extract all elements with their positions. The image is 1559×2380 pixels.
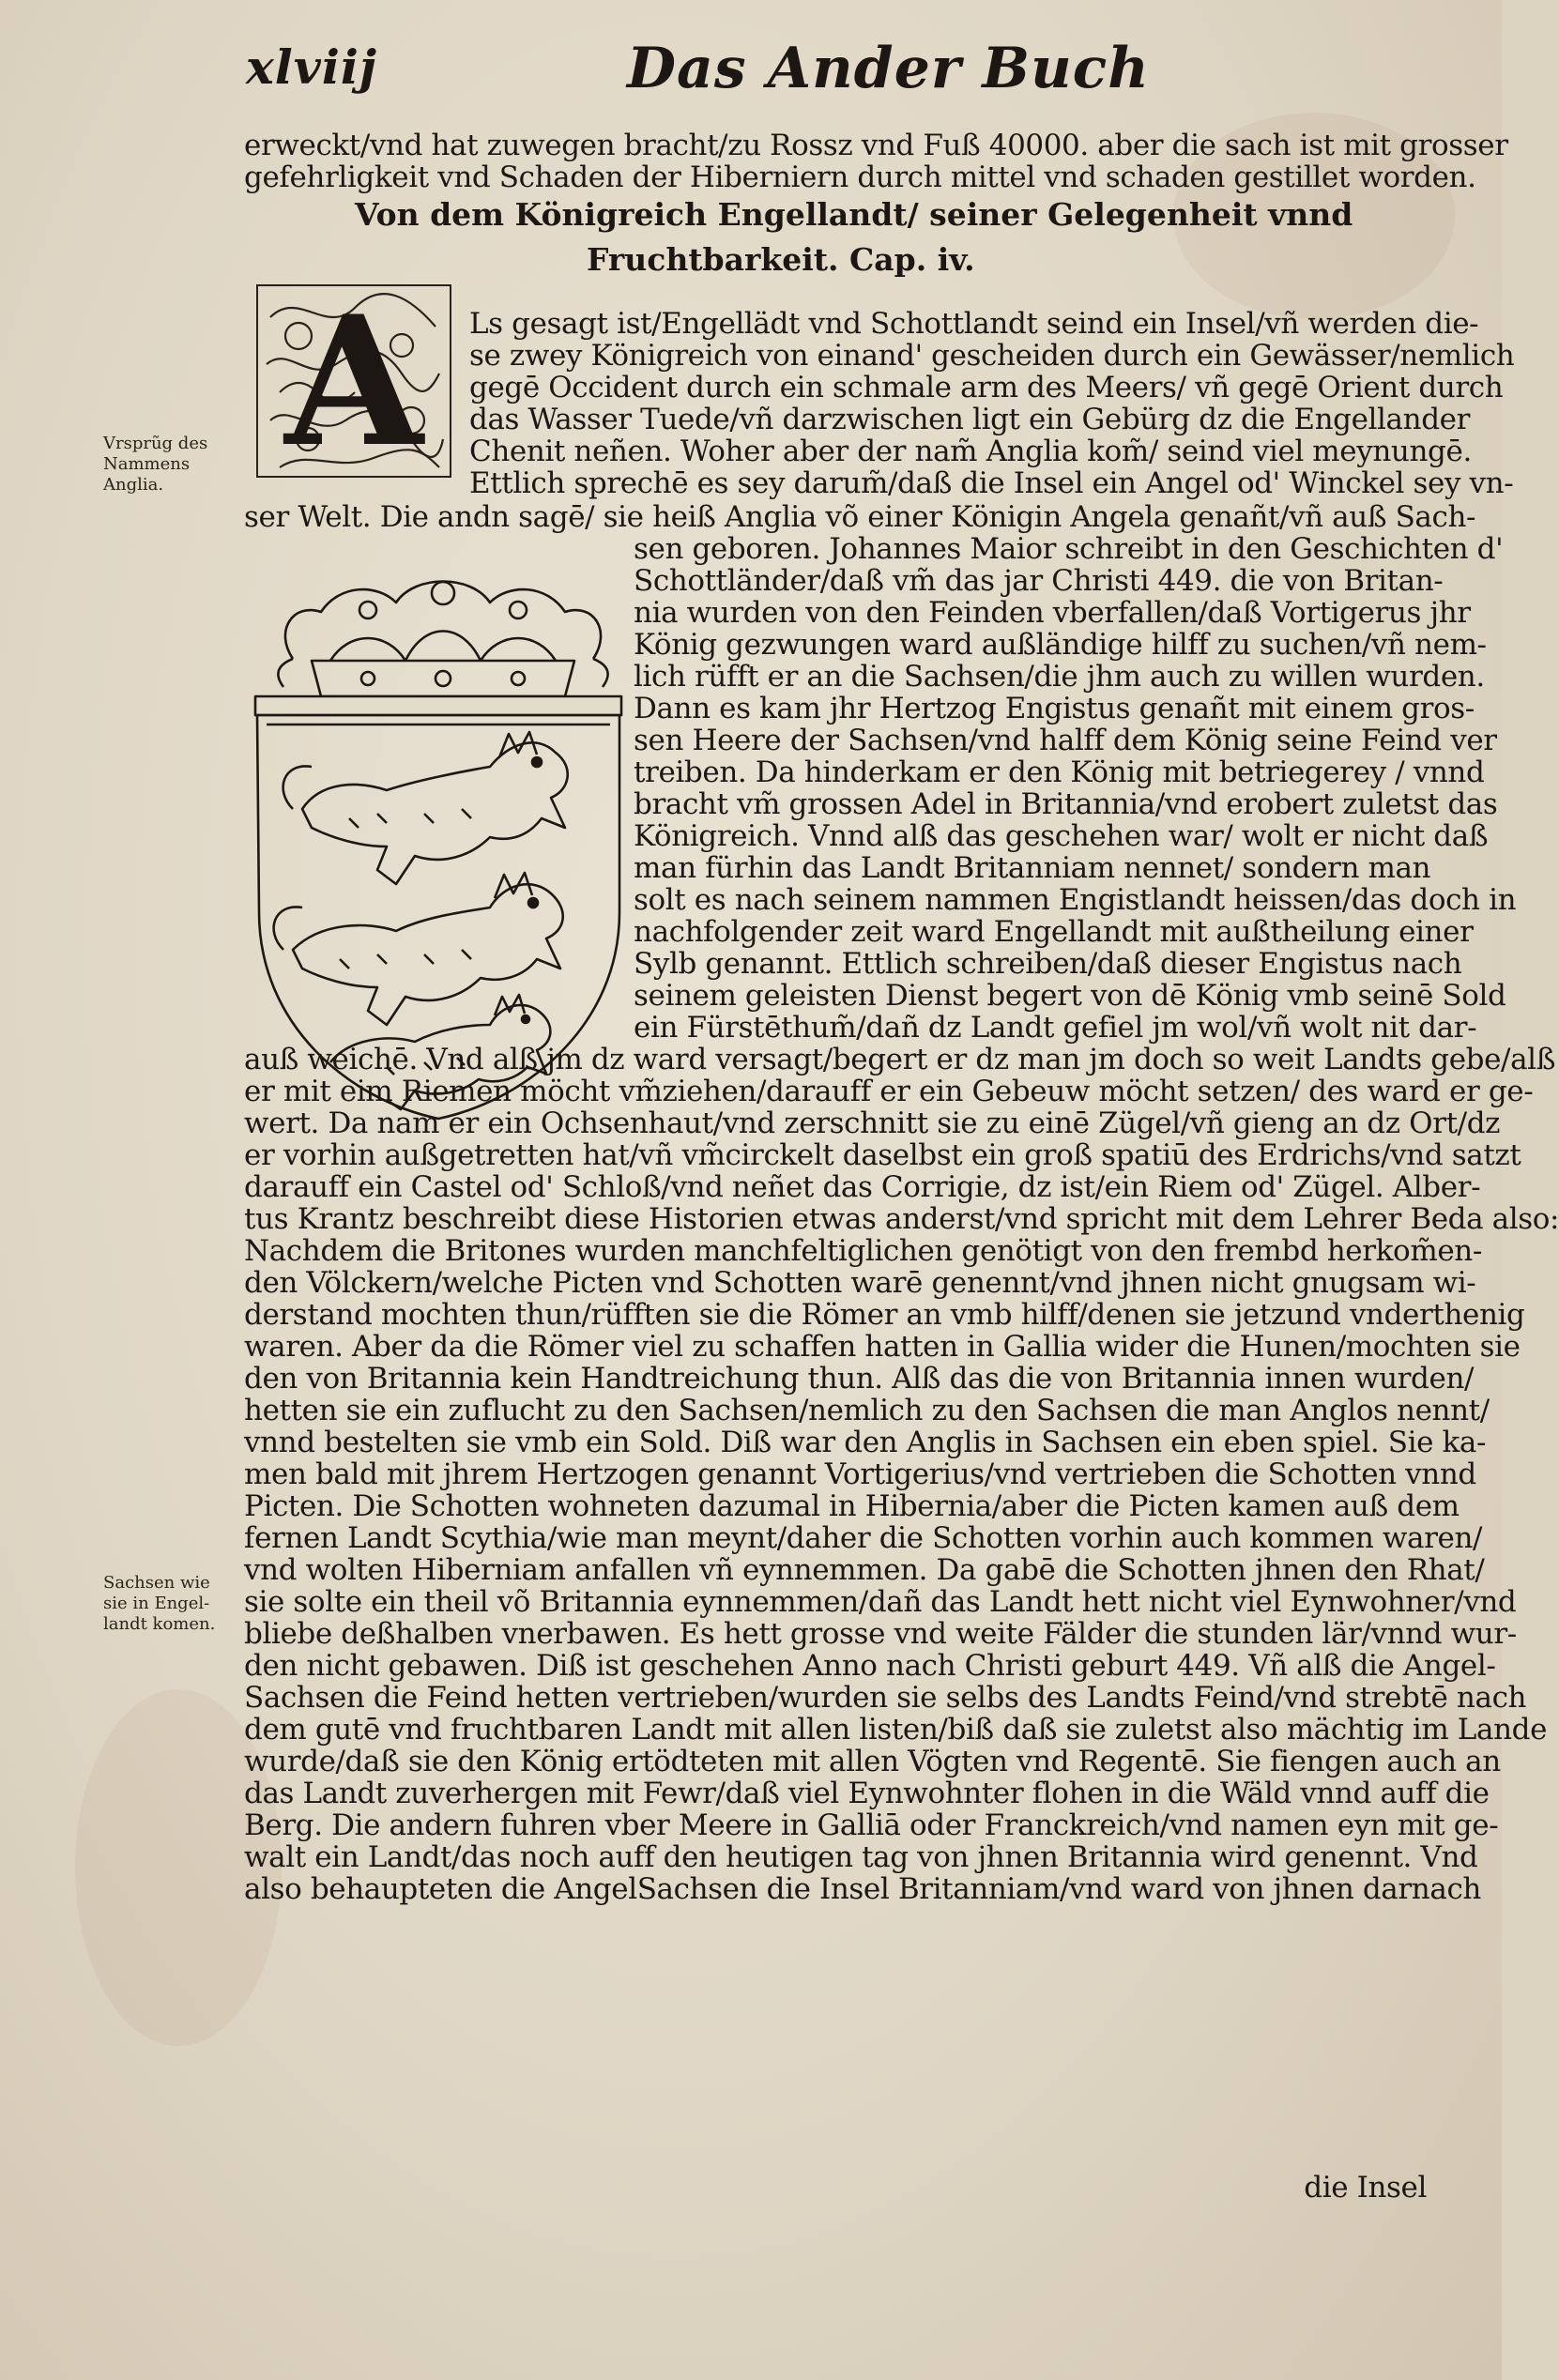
text-line: wurde/daß sie den König ertödteten mit allen Vögten vnd Regentē. Sie fiengen auch an (244, 1745, 1501, 1778)
text-line: Schottländer/daß vm̃ das jar Christi 449. die von Britan- (634, 564, 1444, 598)
folio-number: xlviij (246, 39, 377, 95)
text-line: Ettlich sprechē es sey darum̃/daß die Insel ein Angel od' Winckel sey vn- (469, 466, 1514, 500)
text-line: man fürhin das Landt Britanniam nennet/ sondern man (634, 851, 1431, 885)
margin-note-line: Nammens (103, 454, 191, 474)
running-head: Das Ander Buch (627, 36, 1150, 101)
text-line: er mit eim Riemen möcht vm̃ziehen/darauff er ein Gebeuw möcht setzen/ des ward er ge- (244, 1075, 1534, 1108)
text-line: das Wasser Tuede/vñ darzwischen ligt ein Gebürg dz die Engellander (469, 403, 1471, 436)
margin-note-name-origin (103, 434, 207, 496)
text-line: se zwey Königreich von einand' gescheiden durch ein Gewässer/nemlich (469, 339, 1515, 373)
decorated-initial-letter (252, 277, 456, 486)
margin-note-line: landt komen. (103, 1614, 216, 1634)
text-line: Nachdem die Britones wurden manchfeltiglichen genötigt von den frembd herkom̃en- (244, 1234, 1482, 1268)
text-line: men bald mit jhrem Hertzogen genannt Vortigerius/vnd vertrieben die Schotten vnnd (244, 1457, 1476, 1491)
text-line: also behaupteten die AngelSachsen die Insel Britanniam/vnd ward von jhnen darnach (244, 1872, 1481, 1906)
text-line: solt es nach seinem nammen Engistlandt heissen/das doch in (634, 883, 1517, 917)
text-line: nia wurden von den Feinden vberfallen/daß Vortigerus jhr (634, 596, 1471, 630)
text-line: waren. Aber da die Römer viel zu schaffen hatten in Gallia wider die Hunen/mochten sie (244, 1330, 1521, 1364)
text-line: König gezwungen ward außländige hilff zu suchen/vñ nem- (634, 628, 1487, 662)
initial-glyph: A (284, 277, 423, 486)
text-line: seinem geleisten Dienst begert von dē König vmb seinē Sold (634, 979, 1506, 1013)
text-line: nachfolgender zeit ward Engellandt mit außtheilung einer (634, 915, 1474, 949)
margin-note-line: Sachsen wie (103, 1573, 210, 1593)
margin-note-saxons (103, 1573, 215, 1635)
text-line: ser Welt. Die andn sagē/ sie heiß Anglia võ einer Königin Angela genañt/vñ auß Sach- (244, 500, 1476, 534)
text-line: Sachsen die Feind hetten vertrieben/wurden sie selbs des Landts Feind/vnd strebtē nach (244, 1681, 1527, 1715)
text-line: sen geboren. Johannes Maior schreibt in den Geschichten d' (634, 532, 1504, 566)
chapter-heading: Von dem Königreich Engellandt/ seiner Gelegenheit vnnd (355, 196, 1353, 233)
text-line: sen Heere der Sachsen/vnd halff dem König seine Feind ver (634, 724, 1497, 757)
text-line: bracht vm̃ grossen Adel in Britannia/vnd erobert zuletst das (634, 787, 1498, 821)
margin-note-line: sie in Engel- (103, 1594, 210, 1613)
text-line: Dann es kam jhr Hertzog Engistus genañt mit einem gros- (634, 692, 1475, 725)
text-line: erweckt/vnd hat zuwegen bracht/zu Rossz vnd Fuß 40000. aber die sach ist mit grosser (244, 129, 1508, 162)
text-line: Chenit neñen. Woher aber der nam̃ Anglia kom̃/ seind viel meynungē. (469, 435, 1472, 468)
text-line: vnnd bestelten sie vmb ein Sold. Diß war den Anglis in Sachsen ein eben spiel. Sie ka- (244, 1426, 1487, 1459)
text-line: auß weichē. Vnd alß jm dz ward versagt/begert er dz man jm doch so weit Landts gebe/alß (244, 1043, 1555, 1076)
text-line: bliebe deßhalben vnerbawen. Es hett grosse vnd weite Fälder die stunden lär/vnnd wur- (244, 1617, 1517, 1651)
text-line: Ls gesagt ist/Engellädt vnd Schottlandt seind ein Insel/vñ werden die- (469, 307, 1479, 341)
text-line: fernen Landt Scythia/wie man meynt/daher die Schotten vorhin auch kommen waren/ (244, 1521, 1483, 1555)
text-line: darauff ein Castel od' Schloß/vnd neñet das Corrigie, dz ist/ein Riem od' Zügel. Alber- (244, 1170, 1481, 1204)
text-line: Berg. Die andern fuhren vber Meere in Galliā oder Franckreich/vnd namen eyn mit ge- (244, 1808, 1499, 1842)
text-line: tus Krantz beschreibt diese Historien etwas anderst/vnd spricht mit dem Lehrer Beda also: (244, 1202, 1559, 1236)
text-line: hetten sie ein zuflucht zu den Sachsen/nemlich zu den Sachsen die man Anglos nennt/ (244, 1394, 1490, 1427)
text-line: Sylb genannt. Ettlich schreiben/daß dieser Engistus nach (634, 947, 1462, 981)
text-line: das Landt zuverhergen mit Fewr/daß viel Eynwohnter flohen in die Wäld vnnd auff die (244, 1777, 1490, 1810)
text-line: gegē Occident durch ein schmale arm des Meers/ vñ gegē Orient durch (469, 371, 1504, 404)
text-line: Königreich. Vnnd alß das geschehen war/ wolt er nicht daß (634, 819, 1489, 853)
text-line: den Völckern/welche Picten vnd Schotten warē genennt/vnd jhnen nicht gnugsam wi- (244, 1266, 1476, 1300)
text-line: sie solte ein theil võ Britannia eynnemmen/dañ das Landt hett nicht viel Eynwohner/vnd (244, 1585, 1517, 1619)
margin-note-line: Anglia. (103, 475, 164, 495)
text-line: lich rüfft er an die Sachsen/die jhm auch zu willen wurden. (634, 660, 1485, 694)
text-line: Picten. Die Schotten wohneten dazumal in Hibernia/aber die Picten kamen auß dem (244, 1489, 1460, 1523)
catchword: die Insel (1304, 2171, 1427, 2205)
text-line: treiben. Da hinderkam er den König mit betriegerey / vnnd (634, 755, 1485, 789)
chapter-heading-cont: Fruchtbarkeit. Cap. iv. (587, 241, 975, 278)
text-line: dem gutē vnd fruchtbaren Landt mit allen listen/biß daß sie zuletst also mächtig im Lande (244, 1713, 1548, 1747)
text-line: er vorhin außgetretten hat/vñ vm̃circkelt daselbst ein groß spatiū des Erdrichs/vnd satzt (244, 1138, 1521, 1172)
text-line: walt ein Landt/das noch auff den heutigen tag von jhnen Britannia wird genennt. Vnd (244, 1840, 1478, 1874)
text-line: derstand mochten thun/rüfften sie die Römer an vmb hilff/denen sie jetzund vnderthenig (244, 1298, 1525, 1332)
text-line: den nicht gebawen. Diß ist geschehen Anno nach Christi geburt 449. Vñ alß die Angel- (244, 1649, 1496, 1683)
text-line: den von Britannia kein Handtreichung thun. Alß das die von Britannia innen wurden/ (244, 1362, 1475, 1396)
text-line: gefehrligkeit vnd Schaden der Hiberniern durch mittel vnd schaden gestillet worden. (244, 160, 1476, 194)
text-line: vnd wolten Hiberniam anfallen vñ eynnemmen. Da gabē die Schotten jhnen den Rhat/ (244, 1553, 1485, 1587)
margin-note-line: Vrsprũg des (103, 434, 208, 453)
coat-of-arms-woodcut (255, 556, 627, 1122)
text-line: wert. Da nam er ein Ochsenhaut/vnd zerschnitt sie zu einē Zügel/vñ gieng an dz Ort/dz (244, 1106, 1501, 1140)
text-line: ein Fürstēthum̃/dañ dz Landt gefiel jm wol/vñ wolt nit dar- (634, 1011, 1477, 1045)
